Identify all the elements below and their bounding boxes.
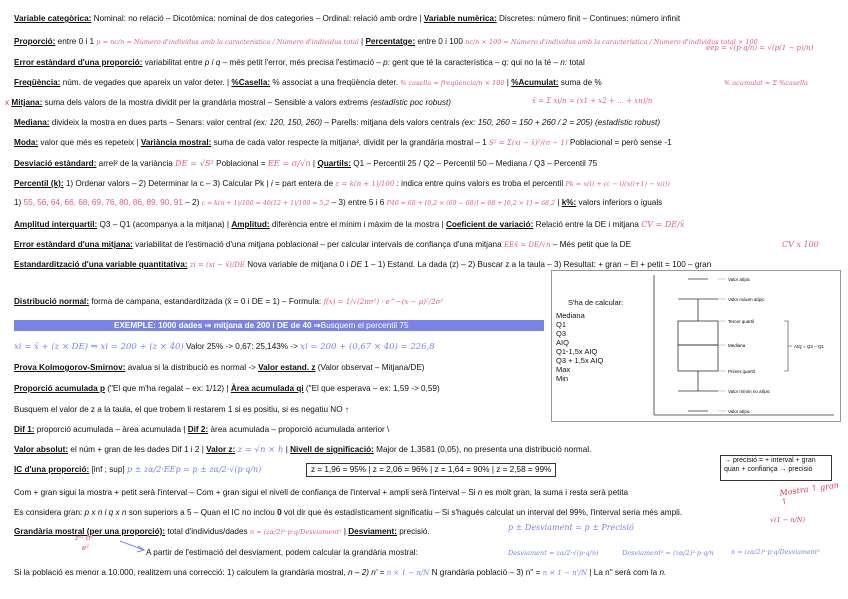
term-variable-categorica: Variable categòrica: (14, 14, 92, 23)
formula-n-final: n = (zα/2)²·p·q/Desviament² (731, 549, 820, 556)
line-proporcio: Proporció: entre 0 i 1 p = nc/n = Número d'individus amb la característica / Número d'individus total | Percentatge: entre 0 i 100 nc/n × 100 = Número d'individus amb la característica / Número d'individus total × 100 (14, 37, 758, 46)
line-considera-gran: Es considera gran: p x n i q x n son superiors a 5 – Quan el IC no inclou 0 vol dir que és estadísticament significatiu – Si s'hagués calculat un interval del 99%, l'interval seria més ampli. (14, 508, 683, 517)
line-mediana: Mediana: divideix la mostra en dues parts – Senars: valor central (ex: 120, 150, 260) – Parells: mitjana dels valors centrals (ex: 150, 260 = 150 + 260 / 2 = 205) (estadístic robust) (14, 118, 661, 127)
boxplot-items: Mediana Q1 Q3 AIQ Q1-1,5x AIQ Q3 + 1,5x AIQ Max Min (556, 311, 604, 383)
formula-de: DE = √S² (175, 158, 214, 168)
line-variables: Variable categòrica: Nominal: no relació – Dicotòmica: nominal de dos categories – Ordinal: relació amb ordre | Variable numèrica: Discretes: número finit – Continues: número infinit (14, 14, 681, 23)
handwritten-z-sigma: z²· σ² (75, 534, 94, 542)
formula-desviament-quadrat: Desviament² = (zα/2)²·p·q/n (622, 549, 714, 557)
boxplot-title: S'ha de calcular: (568, 298, 624, 307)
line-estandarditzacio: Estandardització d'una variable quantitativa: zi = (xi − x̄)/DE Nova variable de mitjana 0 i DE 1 – 1) Estand. La dada (z) – 2) Buscar z a la taula – 3) Resultat: + gran – El + petit = 100 – gran (14, 260, 712, 269)
formula-z: z = √n × h (237, 445, 284, 455)
label-max: Valor màxim atípic (728, 297, 765, 302)
formula-acumulat: % acumulat = Σ %casella (724, 79, 809, 87)
formula-c: c = k(n + 1)/100 (335, 180, 395, 188)
label-outlier-bottom: Valor atípic (728, 409, 751, 414)
line-proporcio-acumulada: Proporció acumulada p ("El que m'ha regalat – ex: 1/12) | Àrea acumulada qi ("El que esperava – ex: 1,59 -> 0,59) (14, 384, 440, 393)
line-valor-absolut: Valor absolut: el núm + gran de les dades Dif 1 i 2 | Valor z: z = √n × h | Nivell de significació: Major de 1,3581 (0,05), no presenta una distribució normal. (14, 445, 592, 455)
formula-n-double: n × 1 − n'/N (542, 569, 588, 577)
handwritten-mostra: Mostra ↑ gran ↑ (779, 480, 840, 507)
formula-desviament: Desviament = zα/2·√(p·q/n) (508, 549, 599, 557)
line-error-proporcio: Error estàndard d'una proporció: variabilitat entre p i q – més petit l'error, més precisa l'estimació – p: gent que té la característica – q: qui no la té – n: total (14, 58, 585, 67)
formula-p40: P40 = 68 + [0,2 × (69 − 68)] = 68 + [0,2 × 1] = 68,2 (386, 200, 555, 207)
formula-ee: EE = σ/√n (267, 158, 311, 168)
formula-zi: zi = (xi − x̄)/DE (189, 261, 245, 269)
line-dif: Dif 1: proporció acumulada – àrea acumulada | Dif 2: àrea acumulada – proporció acumulada anterior \ (14, 425, 390, 434)
formula-n-prime: n × 1 − n/N (386, 569, 430, 577)
formula-ic: p ± zα/2·EEp = p ± zα/2·√(p·q/n) (126, 465, 262, 474)
line-exemple-calcul: xi = x̄ + (z × DE) ⇒ xi = 200 + (z × 40) Valor 25% -> 0,67: 25,143% -> xi = 200 + (0,67 × 40) = 226,8 (14, 342, 435, 352)
boxplot-diagram (648, 271, 838, 419)
formula-eep: eep = √(p·q/n) = √(p(1 − p)/n) (706, 44, 814, 52)
formula-casella: % casella = freqüència/n × 100 (400, 79, 505, 87)
formula-precisio: p ± Desviament = p ± Precisió (508, 523, 634, 532)
line-moda-variancia: Moda: valor que més es repeteix | Variància mostral: suma de cada valor respecte la mitjana², dividit per la grandària mostral – 1 S² = Σ(xi − x̄)²/(n − 1) Poblacional = però sense -1 (14, 138, 672, 147)
line-amplitud: Amplitud interquartil: Q3 – Q1 (acompanya a la mitjana) | Amplitud: diferència entre el mínim i màxim de la mostra | Coeficient de variació: Relació entre la DE i mitjana CV = DE/x̄ (14, 220, 685, 229)
example-values: 55, 56, 64, 66, 68, 69, 76, 80, 86, 89, 90, 91 (23, 198, 183, 207)
z-values-box: z = 1,96 = 95% | z = 2,06 = 96% | z = 1,64 = 90% | z = 2,58 = 99% (306, 463, 556, 477)
formula-variancia: S² = Σ(xi − x̄)²/(n − 1) (488, 139, 568, 147)
line-grandaria-mostral: Grandària mostral (per una proporció): total d'individus/dades n = (zα/2)²·p·q/Desviament² | Desviament: precisió. (14, 527, 430, 536)
formula-normal: f(x) = 1/√(2πσ²) · e^−(x − μ)²/2σ² (323, 298, 444, 306)
formula-mitjana: x̄ = Σ xi/n = (x1 + x2 + … + xn)/n (532, 97, 653, 105)
formula-percentatge: nc/n × 100 = Número d'individus amb la característica / Número d'individus total × 100 (465, 38, 758, 46)
line-percentil-exemple: 1) 55, 56, 64, 66, 68, 69, 76, 80, 86, 89, 90, 91 – 2) c = k(n + 1)/100 = 40(12 + 1)/100 = 5,2 – 3) entre 5 i 6 P40 = 68 + [0,2 × (69 − 68)] = 68 + [0,2 × 1] = 68,2 | k%: valors inferiors o iguals (14, 198, 663, 207)
line-error-mitjana: Error estàndard d'una mitjana: variabilitat de l'estimació d'una mitjana poblacional – per calcular intervals de confiança d'una mitjana EEx̄ = DE/√n – Més petit que la DE (14, 240, 632, 249)
term-variable-numerica: Variable numèrica: (423, 14, 497, 23)
line-desviacio: Desviació estàndard: arrel² de la variància DE = √S² Poblacional = EE = σ/√n | Quartils: Q1 – Percentil 25 / Q2 – Percentil 50 – Mediana / Q3 – Percentil 75 (14, 158, 598, 168)
handwritten-correction: √(1 − n/N) (770, 516, 805, 524)
label-q3: Tercer quartil (728, 319, 755, 324)
cross-mark: x (5, 98, 10, 107)
label-min: Valor mínim no atípic (728, 389, 770, 394)
formula-pk: Pk = x(i) + (c − i)(x(i+1) − x(i)) (565, 180, 670, 188)
line-kolmogorov: Prova Kolmogorov-Smirnov: avalua si la distribució es normal -> Valor estand. z (Valor observat – Mitjana/DE) (14, 363, 425, 372)
arrow-annotation (118, 538, 148, 554)
label-aiq: AIQ = Q3 − Q1 (794, 344, 825, 349)
handwritten-e2: e² (82, 544, 89, 552)
formula-eex: EEx̄ = DE/√n (503, 241, 551, 249)
line-frequencia: Freqüència: núm. de vegades que apareix un valor deter. | %Casella: % associat a una freqüència deter. % casella = freqüència/n × 100 | %Acumulat: suma de % (14, 78, 602, 87)
formula-c-exemple: c = k(n + 1)/100 = 40(12 + 1)/100 = 5,2 (201, 200, 330, 207)
label-q1: Primer quartil (728, 369, 755, 374)
formula-xi: xi = x̄ + (z × DE) ⇒ xi = 200 + (z × 40) (14, 342, 184, 352)
line-percentil: Percentil (k): 1) Ordenar valors – 2) Determinar la c – 3) Calcular Pk | i = part entera de c = k(n + 1)/100 : indica entre quins valors es troba el percentil Pk = x(i) + (c − i)(x(i+1) − x(i)) (14, 179, 670, 188)
boxplot-panel (551, 270, 841, 422)
line-ic-proporcio: IC d'una proporció: [inf ; sup] p ± zα/2·EEp = p ± zα/2·√(p·q/n) (14, 465, 262, 474)
example-banner: EXEMPLE: 1000 dades ⇒ mitjana de 200 i DE de 40 ⇒Busquem el percentil 75 (14, 320, 544, 331)
precision-note-box: → precisió = + interval + gran quan + confiança → precisió (720, 455, 832, 481)
line-mitjana: x Mitjana: suma dels valors de la mostra dividit per la grandària mostral – Sensible a valors extrems (estadístic poc robust) (5, 98, 451, 107)
formula-xi-result: xi = 200 + (0,67 × 40) = 226,8 (300, 342, 435, 352)
label-median: Mediana (728, 343, 746, 348)
line-a-partir: A partir de l'estimació del desviament, podem calcular la grandària mostral: (146, 548, 418, 557)
cv-x100-note: CV x 100 (782, 240, 819, 249)
line-distribucio-normal: Distribució normal: forma de campana, estandarditzada (x̄ = 0 i DE = 1) – Formula: f(x) = 1/√(2πσ²) · e^−(x − μ)²/2σ² (14, 297, 444, 306)
label-outlier-top: Valor atípic (728, 277, 751, 282)
formula-proporcio: p = nc/n = Número d'individus amb la característica / Número d'individus total (96, 38, 359, 46)
line-interval: Com + gran sigui la mostra + petit serà l'interval – Com + gran sigui el nivell de confiança de l'interval + ampli serà l'interval – Si n es molt gran, la suma i resta serà petita (14, 488, 629, 497)
line-correccio: Si la població es menor a 10.000, realitzem una correcció: 1) calculem la grandària mostral, n – 2) n' = n × 1 − n/N N grandària població – 3) n" = n × 1 − n'/N | La n" serà com la n. (14, 568, 667, 577)
formula-cv: CV = DE/x̄ (641, 220, 685, 229)
formula-n: n = (zα/2)²·p·q/Desviament² (249, 528, 342, 536)
line-busquem: Busquem el valor de z a la taula, el que trobem li restarem 1 si es positiu, si es negatiu NO ↑ (14, 405, 349, 414)
